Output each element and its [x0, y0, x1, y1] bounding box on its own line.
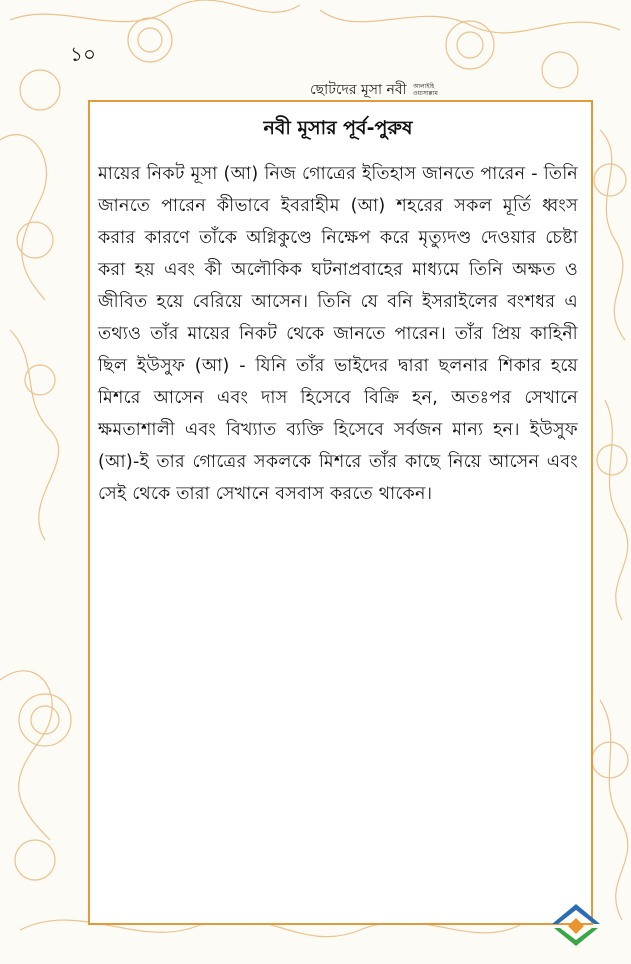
page-number: ১০ — [70, 42, 96, 66]
running-header-title: ছোটদের মূসা নবী — [310, 82, 407, 98]
chapter-body-text: মায়ের নিকট মূসা (আ) নিজ গোত্রের ইতিহাস জানতে পারেন - তিনি জানতে পারেন কীভাবে ইবরাহীম (আ) শহরের সকল মূর্তি ধ্বংস করার কারণে তাঁকে অগ্নিকুণ্ডে নিক্ষেপ করে মৃত্যুদণ্ড দেওয়ার চেষ্টা করা হয় এবং কী অলৌকিক ঘটনাপ্রবাহের মাধ্যমে তিনি অক্ষত ও জীবিত হয়ে বেরিয়ে আসেন। তিনি যে বনি ইসরাইলের বংশধর এ তথ্যও তাঁর মায়ের নিকট থেকে জানতে পারেন। তাঁর প্রিয় কাহিনী ছিল ইউসুফ (আ) - যিনি তাঁর ভাইদের দ্বারা ছলনার শিকার হয়ে মিশরে আসেন এবং দাস হিসেবে বিক্রি হন, অতঃপর সেখানে ক্ষমতাশালী এবং বিখ্যাত ব্যক্তি হিসেবে সর্বজন মান্য হন। ইউসুফ (আ)-ই তার গোত্রের সকলকে মিশরে তাঁর কাছে নিয়ে আসেন এবং সেই থেকে তারা সেখানে বসবাস করতে থাকেন। — [98, 164, 578, 504]
honorific-line-1: আলাইহি — [413, 83, 435, 90]
running-header — [310, 78, 510, 102]
chapter-content — [98, 114, 578, 510]
chapter-title: নবী মূসার পূর্ব-পুরুষ — [263, 117, 413, 139]
honorific-line-2: ওয়াসাল্লাম — [413, 90, 438, 97]
honorific — [413, 83, 438, 97]
publisher-logo-icon — [548, 902, 604, 948]
